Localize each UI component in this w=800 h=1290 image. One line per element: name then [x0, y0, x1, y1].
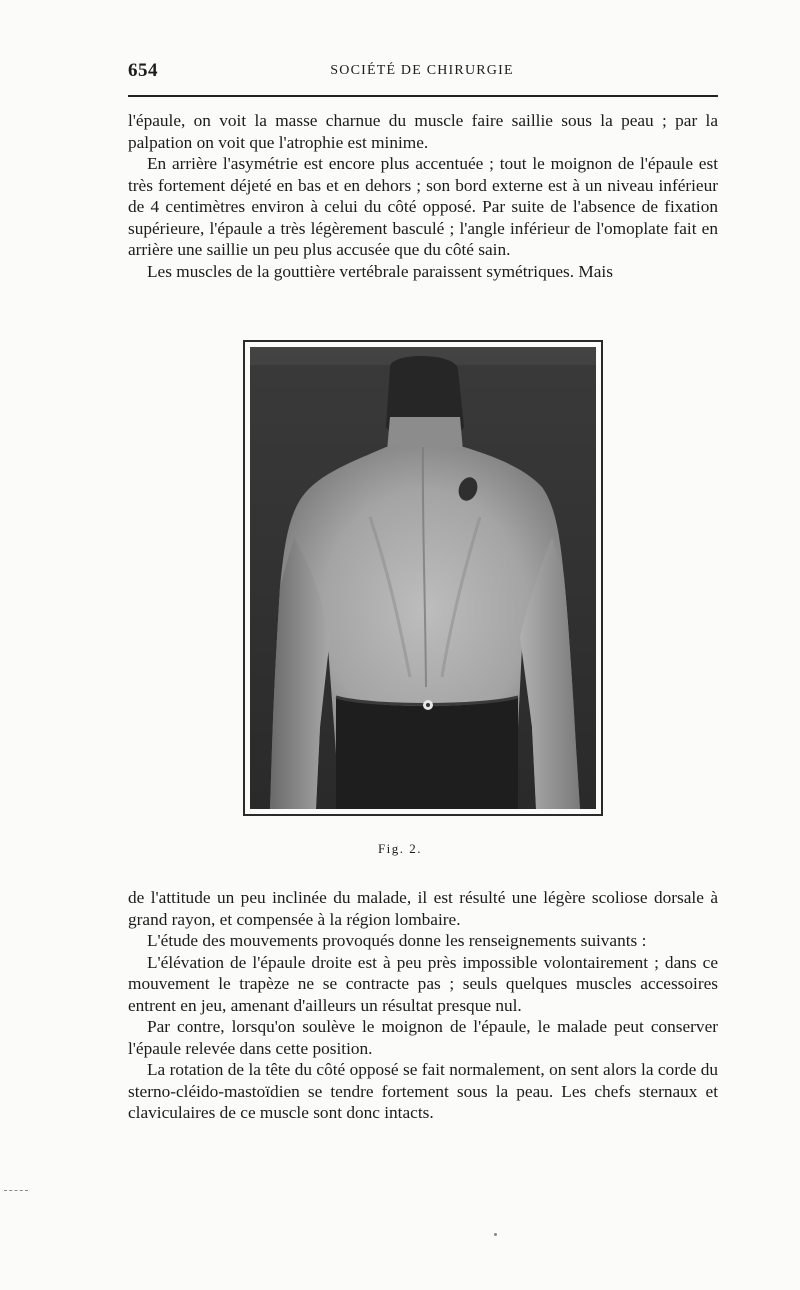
- paragraph: Les muscles de la gouttière vertébrale paraissent symétriques. Mais: [147, 261, 613, 281]
- patient-back-photo: [250, 347, 596, 809]
- body-text-bottom: [128, 887, 718, 1124]
- body-text-top: [128, 110, 718, 282]
- page-number: 654: [128, 60, 158, 81]
- journal-title: SOCIÉTÉ DE CHIRURGIE: [330, 63, 514, 78]
- paragraph: La rotation de la tête du côté opposé se fait normalement, on sent alors la corde du sterno-cléido-mastoïdien se tendre fortement sous la peau. Les chefs sternaux et claviculaires de ce muscle sont donc intacts.: [128, 1060, 718, 1122]
- paragraph: L'élévation de l'épaule droite est à peu près impossible volontairement ; dans ce mouvement le trapèze ne se contracte pas ; seuls quelques muscles accessoires entrent en jeu, amenant d'ailleurs un résultat presque nul.: [128, 952, 718, 1015]
- paragraph: Par contre, lorsqu'on soulève le moignon de l'épaule, le malade peut conserver l'épaule relevée dans cette position.: [128, 1017, 718, 1058]
- running-head: [128, 60, 716, 84]
- paragraph: En arrière l'asymétrie est encore plus accentuée ; tout le moignon de l'épaule est très fortement déjeté en bas et en dehors ; son bord externe est à un niveau inférieur de 4 centimètres environ à celui du côté opposé. Par suite de l'absence de fixation supérieure, l'épaule a très légèrement basculé ; l'angle inférieur de l'omoplate fait en arrière une saillie un peu plus accusée que du côté sain.: [128, 154, 718, 259]
- header-rule: [128, 95, 718, 97]
- paragraph: L'étude des mouvements provoqués donne les renseignements suivants :: [147, 931, 647, 950]
- figure-photograph: [243, 340, 603, 816]
- figure-caption: Fig. 2.: [377, 841, 423, 856]
- dot-mark: [494, 1233, 497, 1236]
- margin-mark: [4, 1190, 28, 1191]
- paragraph: l'épaule, on voit la masse charnue du muscle faire saillie sous la peau ; par la palpation on voit que l'atrophie est minime.: [128, 111, 718, 152]
- paragraph: de l'attitude un peu inclinée du malade, il est résulté une légère scoliose dorsale à grand rayon, et compensée à la région lombaire.: [128, 888, 718, 929]
